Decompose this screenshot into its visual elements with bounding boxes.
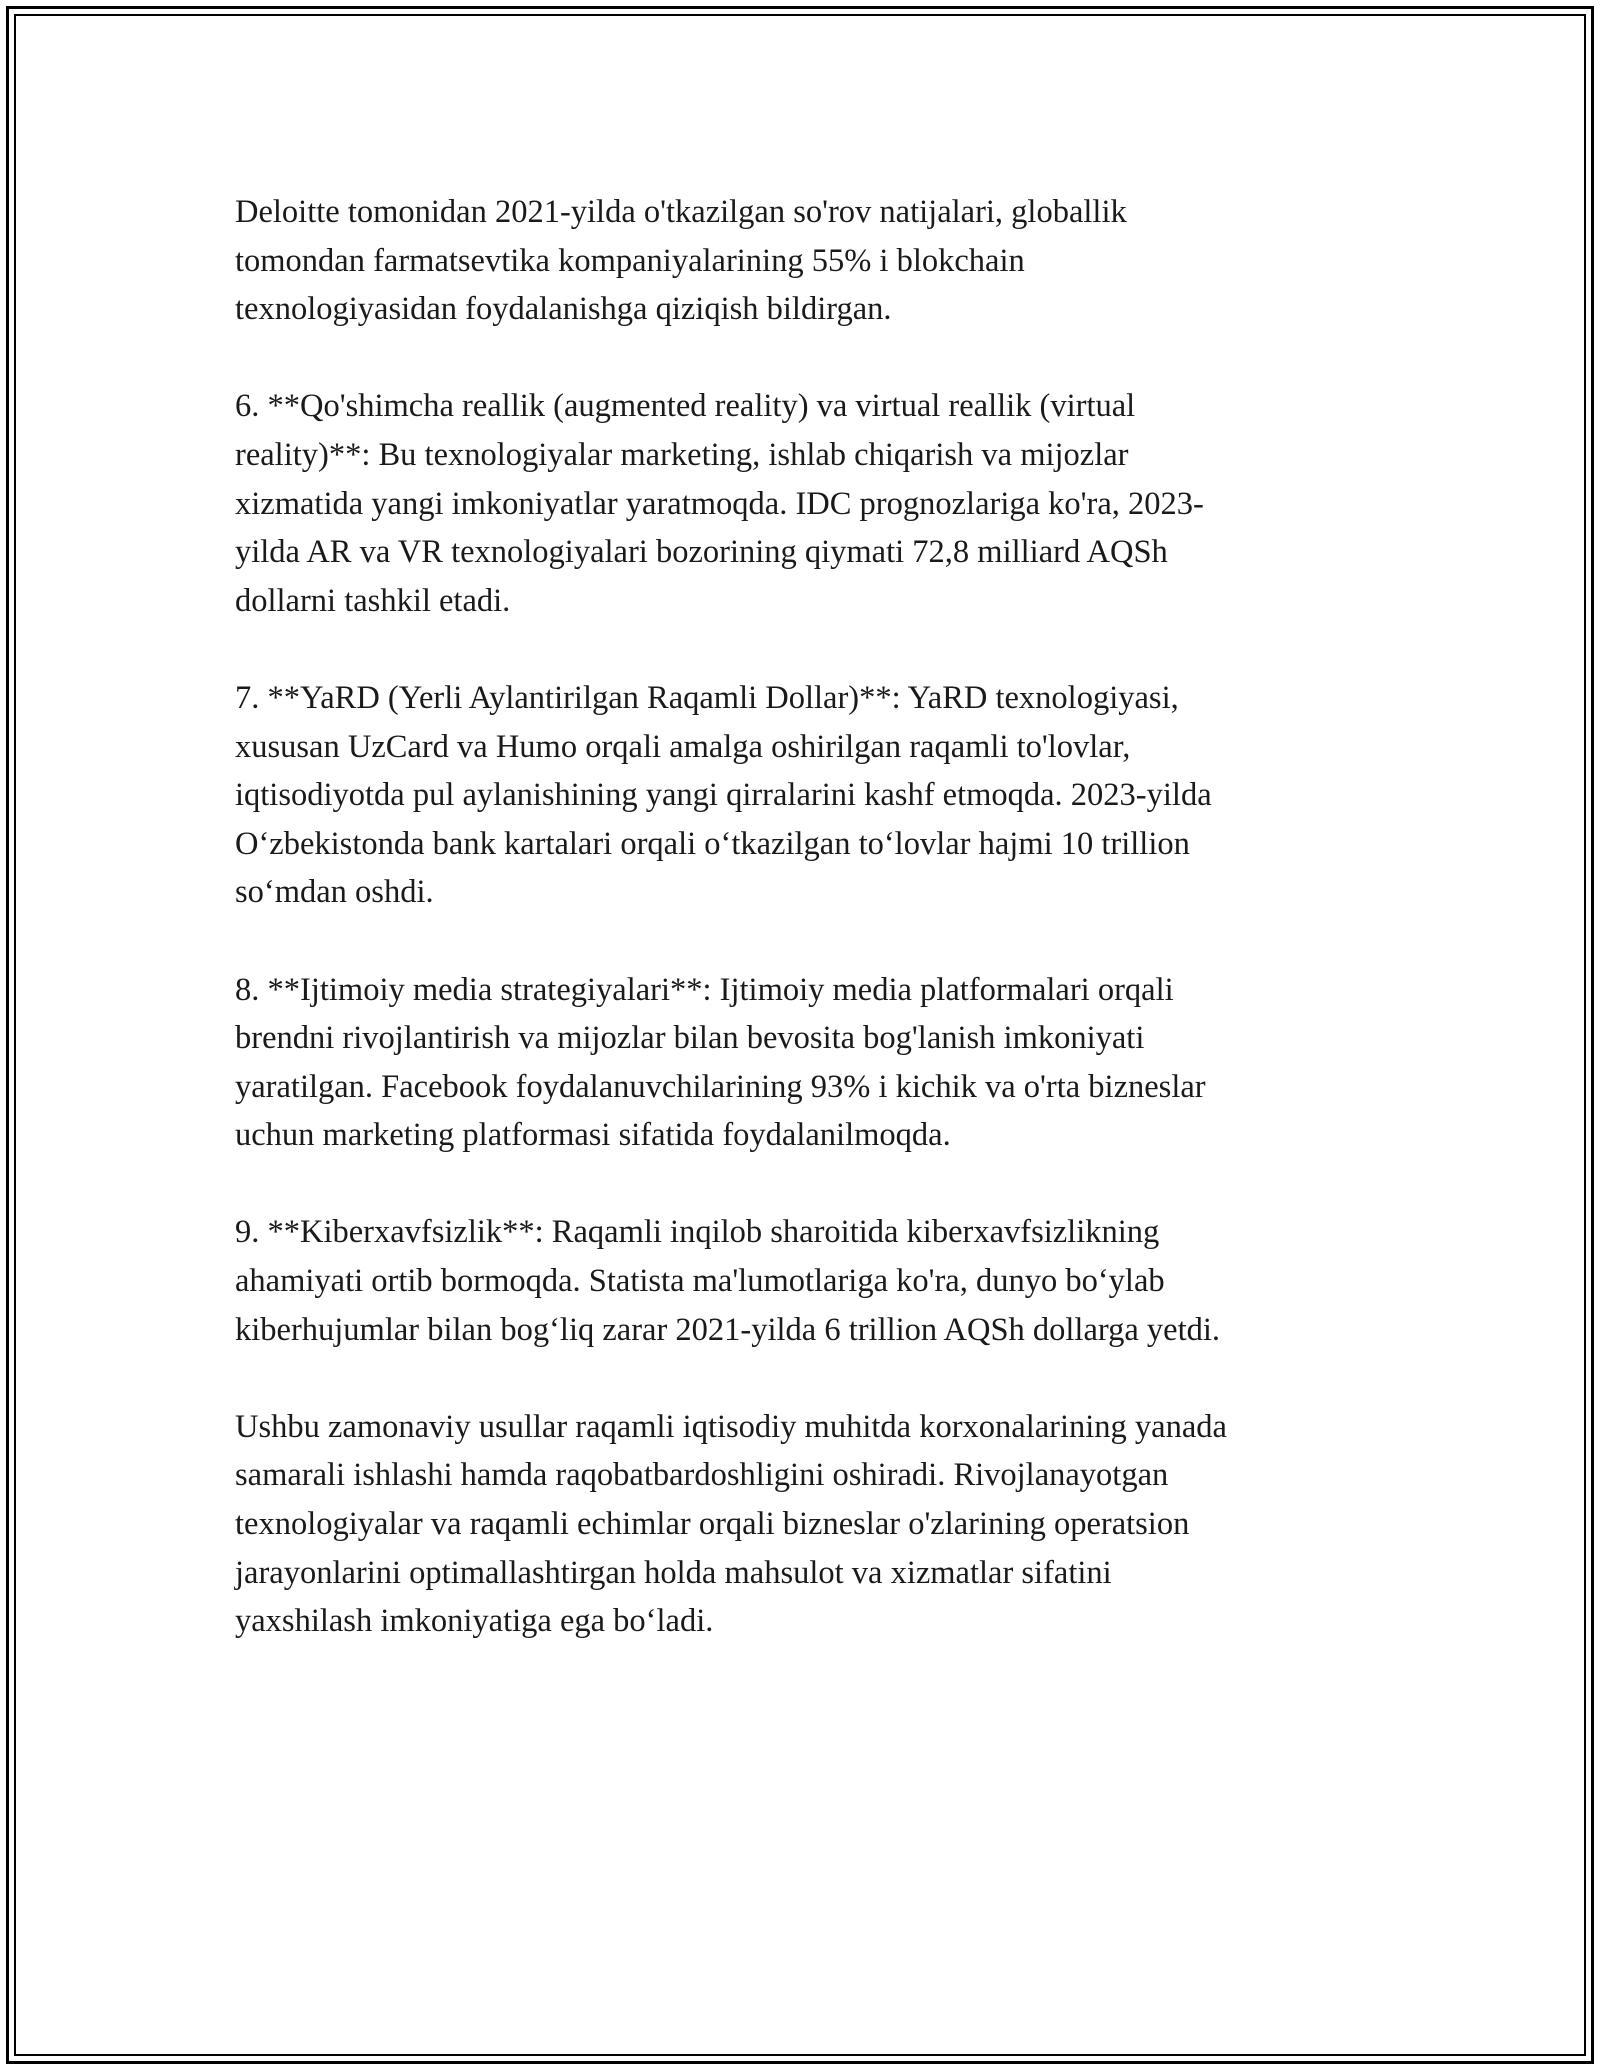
paragraph-conclusion: Ushbu zamonaviy usullar raqamli iqtisodiy muhitda korxonalarining yanada samarali ishlashi hamda raqobatbardoshligini oshiradi. Rivojlanayotgan texnologiyalar va raqamli echimlar orqali bizneslar o'zlarining operatsion jarayonlarini optimallashtirgan holda mahsulot va xizmatlar sifatini yaxshilash imkoniyatiga ega bo‘ladi. bbox=[235, 1408, 1227, 1640]
paragraph-item-8-social-media: 8. **Ijtimoiy media strategiyalari**: Ijtimoiy media platformalari orqali brendni rivojlantirish va mijozlar bilan bevosita bog'lanish imkoniyati yaratilgan. Facebook foydalanuvchilarining 93% i kichik va o'rta bizneslar uchun marketing platformasi sifatida foydalanilmoqda. bbox=[235, 971, 1206, 1154]
paragraph-item-9-cybersecurity: 9. **Kiberxavfsizlik**: Raqamli inqilob sharoitida kiberxavfsizlikning ahamiyati ortib bormoqda. Statista ma'lumotlariga ko'ra, dunyo bo‘ylab kiberhujumlar bilan bog‘liq zarar 2021-yilda 6 trillion AQSh dollarga yetdi. bbox=[235, 1214, 1221, 1348]
paragraph-intro: Deloitte tomonidan 2021-yilda o'tkazilgan so'rov natijalari, globallik tomondan farmatsevtika kompaniyalarining 55% i blokchain texnologiyasidan foydalanishga qiziqish bildirgan. bbox=[235, 194, 1127, 328]
paragraph-item-6-ar-vr: 6. **Qo'shimcha reallik (augmented reality) va virtual reallik (virtual reality)**: Bu texnologiyalar marketing, ishlab chiqarish va mijozlar xizmatida yangi imkoniyatlar yaratmoqda. IDC prognozlariga ko'ra, 2023- yilda AR va VR texnologiyalari bozorining qiymati 72,8 milliard AQSh dollarni tashkil etadi. bbox=[235, 388, 1204, 619]
document-body bbox=[235, 188, 1375, 1694]
paragraph-item-7-yard: 7. **YaRD (Yerli Aylantirilgan Raqamli Dollar)**: YaRD texnologiyasi, xususan UzCard va Humo orqali amalga oshirilgan raqamli to'lovlar, iqtisodiyotda pul aylanishining yangi qirralarini kashf etmoqda. 2023-yilda O‘zbekistonda bank kartalari orqali o‘tkazilgan to‘lovlar hajmi 10 trillion so‘mdan oshdi. bbox=[235, 679, 1212, 911]
